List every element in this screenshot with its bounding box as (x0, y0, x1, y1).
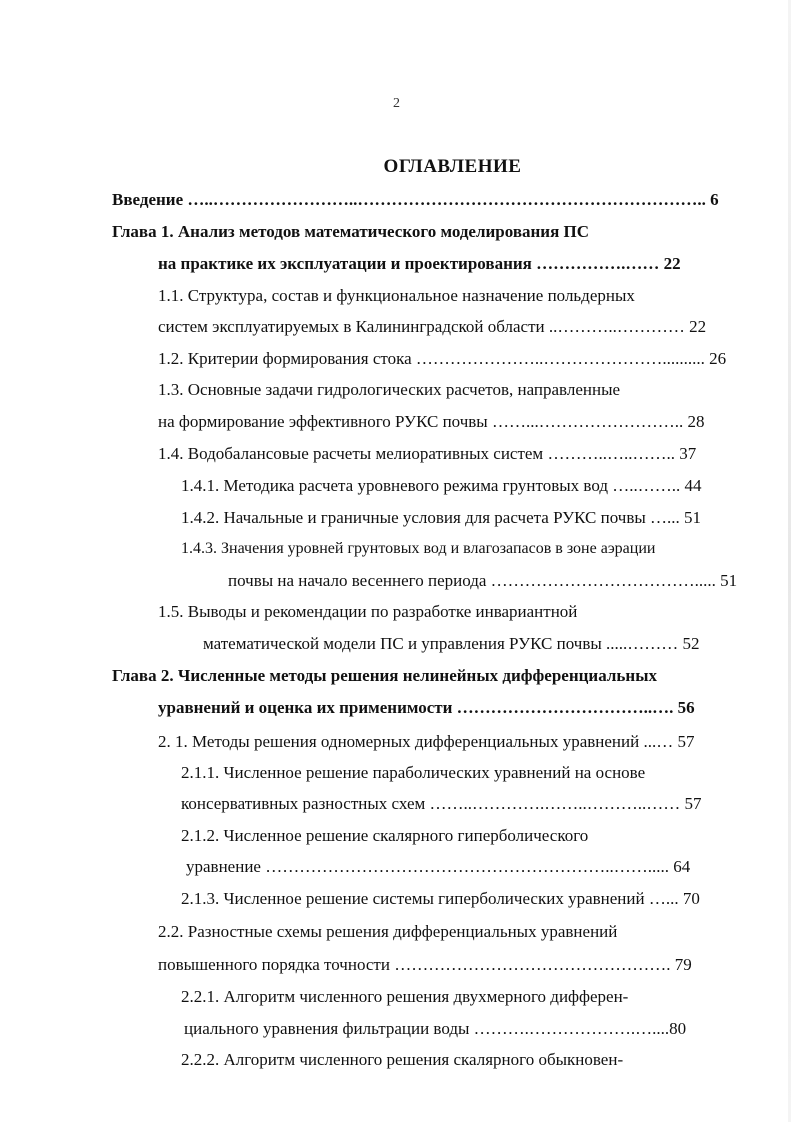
toc-subsection-2-1-3: 2.1.3. Численное решение системы гиперболических уравнений …... 70 (181, 889, 700, 908)
toc-subsection-2-1-2: 2.1.2. Численное решение скалярного гиперболического (181, 826, 589, 845)
toc-subsection-1-4-2: 1.4.2. Начальные и граничные условия для расчета РУКС почвы …... 51 (181, 508, 702, 527)
scan-edge-shadow (788, 0, 791, 1122)
page-title: ОГЛАВЛЕНИЕ (383, 156, 522, 177)
toc-subsection-1-4-3: 1.4.3. Значения уровней грунтовых вод и влагозапасов в зоне аэрации (181, 540, 656, 557)
toc-entry-introduction: Введение …..……………………..…………………………………………………….. 6 (112, 190, 719, 209)
toc-section-1-2: 1.2. Критерии формирования стока …………………..………………….......... 26 (158, 349, 727, 368)
toc-subsection-2-1-1: 2.1.1. Численное решение параболических уравнений на основе (181, 763, 646, 782)
toc-subsection-2-1-2-cont: уравнение ……………………………………………………..……..... 64 (186, 857, 691, 876)
toc-section-2-1: 2. 1. Методы решения одномерных дифференциальных уравнений ...… 57 (158, 732, 695, 751)
toc-section-1-3-cont: на формирование эффективного РУКС почвы ……...…………………….. 28 (158, 412, 705, 431)
toc-chapter-2-title-cont: уравнений и оценка их применимости ……………………………..…. 56 (158, 698, 695, 717)
toc-section-1-5-cont: математической модели ПС и управления РУКС почвы .....……… 52 (203, 634, 700, 653)
toc-section-2-2: 2.2. Разностные схемы решения дифференциальных уравнений (158, 922, 618, 941)
toc-subsection-2-2-1: 2.2.1. Алгоритм численного решения двухмерного дифферен- (181, 987, 629, 1006)
toc-subsection-2-2-2: 2.2.2. Алгоритм численного решения скалярного обыкновен- (181, 1050, 624, 1069)
toc-subsection-2-2-1-cont: циального уравнения фильтрации воды ……….……………….…....80 (184, 1019, 687, 1038)
toc-chapter-2-title: Глава 2. Численные методы решения нелинейных дифференциальных (112, 666, 657, 685)
toc-subsection-1-4-1: 1.4.1. Методика расчета уровневого режима грунтовых вод …..…….. 44 (181, 476, 702, 495)
toc-section-1-5: 1.5. Выводы и рекомендации по разработке инвариантной (158, 602, 578, 621)
toc-section-2-2-cont: повышенного порядка точности …………………………………………. 79 (158, 955, 692, 974)
toc-subsection-2-1-1-cont: консервативных разностных схем ……..………….……..………..…… 57 (181, 794, 702, 813)
toc-chapter-1-title-cont: на практике их эксплуатации и проектирования …………….…… 22 (158, 254, 681, 273)
toc-subsection-1-4-3-cont: почвы на начало весеннего периода ………………………………..... 51 (228, 571, 738, 590)
toc-section-1-4: 1.4. Водобалансовые расчеты мелиоративных систем ………..…..…….. 37 (158, 444, 697, 463)
toc-chapter-1-title: Глава 1. Анализ методов математического моделирования ПС (112, 222, 590, 241)
page-number: 2 (393, 96, 400, 111)
toc-section-1-1: 1.1. Структура, состав и функциональное назначение польдерных (158, 286, 635, 305)
toc-section-1-1-cont: систем эксплуатируемых в Калининградской области ..………..………… 22 (158, 317, 707, 336)
toc-section-1-3: 1.3. Основные задачи гидрологических расчетов, направленные (158, 380, 621, 399)
